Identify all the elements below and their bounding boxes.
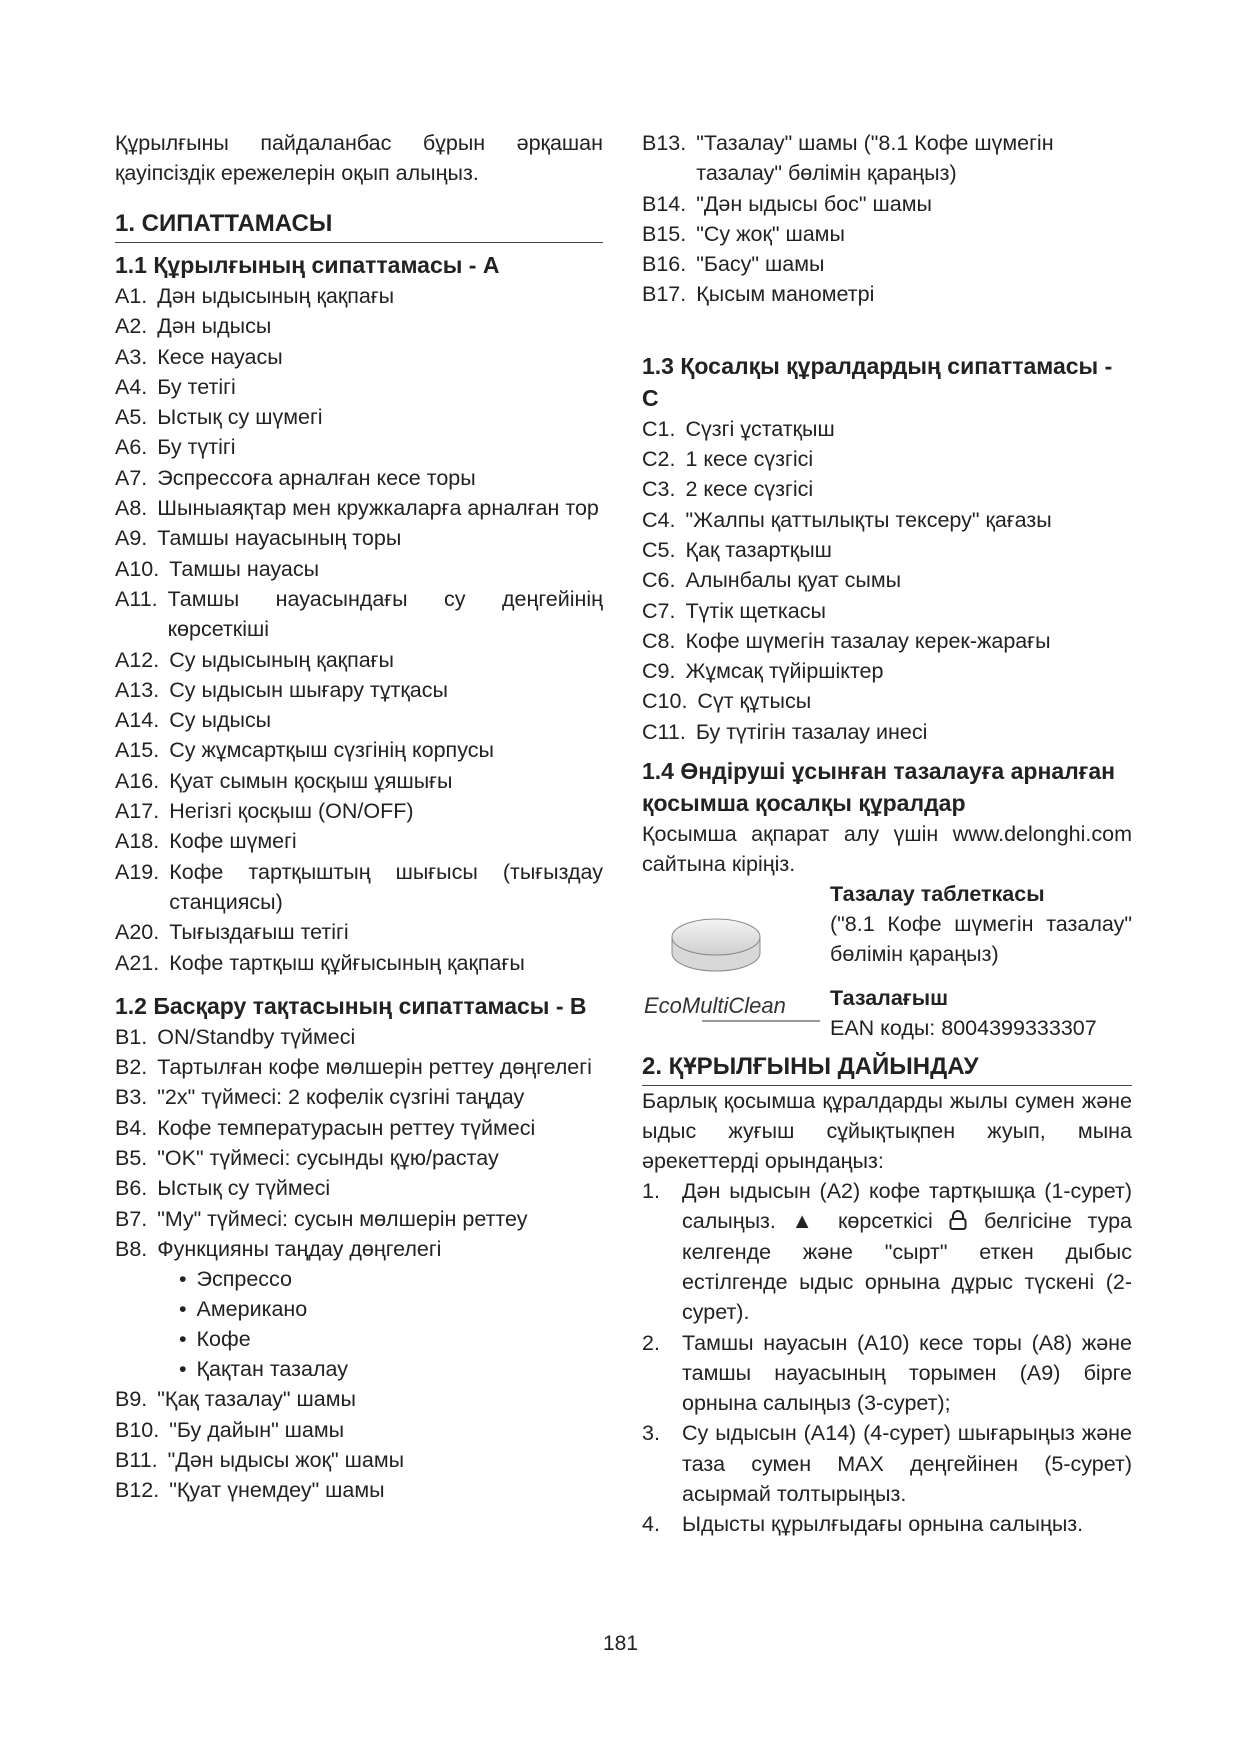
list-item: A2. Дән ыдысы bbox=[115, 314, 272, 339]
list-item: C9. Жұмсақ түйіршіктер bbox=[642, 659, 884, 684]
list-item: A10. Тамшы науасы bbox=[115, 556, 320, 581]
list-item: A19. Кофе тартқыштың шығысы (тығыздау станциясы) bbox=[115, 859, 603, 914]
list-item: A9. Тамшы науасының торы bbox=[115, 526, 402, 551]
section-1-1-heading: 1.1 Құрылғының сипаттамасы - A bbox=[115, 252, 500, 278]
list-item: C3. 2 кесе сүзгісі bbox=[642, 477, 814, 502]
intro-text: Құрылғыны пайдаланбас бұрын әрқашан қауіпсіздік ережелерін оқып алыңыз. bbox=[115, 131, 603, 185]
list-item: A13. Су ыдысын шығару тұтқасы bbox=[115, 677, 448, 702]
list-item: C6. Алынбалы қуат сымы bbox=[642, 568, 902, 593]
list-item: A7. Эспрессоға арналған кесе торы bbox=[115, 465, 476, 490]
list-item: B14. "Дән ыдысы бос" шамы bbox=[642, 191, 932, 216]
list-b bbox=[115, 1022, 603, 1506]
section-1-2-heading: 1.2 Басқару тақтасының сипаттамасы - B bbox=[115, 992, 587, 1019]
list-item: C4. "Жалпы қаттылықты тексеру" қағазы bbox=[642, 507, 1052, 532]
list-item: B1. ON/Standby түймесі bbox=[115, 1024, 356, 1049]
list-item: A1. Дән ыдысының қақпағы bbox=[115, 284, 395, 308]
list-item: A18. Кофе шүмегі bbox=[115, 829, 297, 854]
list-item: B10. "Бу дайын" шамы bbox=[115, 1417, 345, 1442]
section-1-3-heading: 1.3 Қосалқы құралдардың сипаттамасы - C bbox=[642, 352, 1113, 411]
list-item: B6. Ыстық су түймесі bbox=[115, 1176, 331, 1201]
list-item: B4. Кофе температурасын реттеу түймесі bbox=[115, 1115, 536, 1140]
bullet-item: • Қақтан тазалау bbox=[179, 1357, 348, 1382]
tablet-description: Тазалау таблеткасы ("8.1 Кофе шүмегін тазалау" бөлімін қараңыз) bbox=[830, 882, 1132, 967]
list-item: B3. "2x" түймесі: 2 кофелік сүзгіні таңдау bbox=[115, 1085, 525, 1110]
step-item: 4. Ыдысты құрылғыдағы орнына салыңыз. bbox=[642, 1512, 1084, 1537]
cleaning-tablet-image bbox=[670, 917, 762, 975]
list-item: B8. Функцияны таңдау дөңгелегі bbox=[115, 1236, 442, 1261]
list-item: A4. Бу тетігі bbox=[115, 374, 236, 399]
list-item: B16. "Басу" шамы bbox=[642, 252, 825, 277]
lock-icon bbox=[948, 1209, 968, 1231]
right-column bbox=[642, 128, 1132, 1540]
list-item: A6. Бу түтігі bbox=[115, 435, 236, 460]
step-item: 2. Тамшы науасын (A10) кесе торы (A8) және тамшы науасының торымен (A9) бірге орнына салыңыз (3-сурет); bbox=[642, 1330, 1132, 1416]
list-item: C7. Түтік щеткасы bbox=[642, 598, 826, 623]
list-item: B15. "Су жоқ" шамы bbox=[642, 221, 845, 246]
list-item: C2. 1 кесе сүзгісі bbox=[642, 447, 814, 472]
tablet-row bbox=[642, 879, 1132, 983]
list-item: C8. Кофе шүмегін тазалау керек-жарағы bbox=[642, 628, 1051, 653]
list-item: B17. Қысым манометрі bbox=[642, 282, 875, 307]
list-item: A12. Су ыдысының қақпағы bbox=[115, 647, 394, 672]
list-a bbox=[115, 281, 603, 978]
bullet-item: • Кофе bbox=[179, 1327, 251, 1352]
page-number: 181 bbox=[602, 1632, 639, 1655]
section-1-4-heading: 1.4 Өндіруші ұсынған тазалауға арналған қосымша қосалқы құралдар bbox=[642, 758, 1116, 817]
list-c bbox=[642, 414, 1132, 747]
section-1-heading: 1. СИПАТТАМАСЫ bbox=[115, 208, 603, 243]
list-item: B11. "Дән ыдысы жоқ" шамы bbox=[115, 1447, 405, 1472]
list-item: C11. Бу түтігін тазалау инесі bbox=[642, 719, 928, 744]
bullet-item: • Эспрессо bbox=[179, 1267, 292, 1292]
bullet-item: • Американо bbox=[179, 1297, 308, 1322]
cleaner-description: Тазалағыш EAN коды: 8004399333307 bbox=[830, 986, 1097, 1041]
list-item: A3. Кесе науасы bbox=[115, 344, 283, 369]
list-item: B5. "OK" түймесі: сусынды құю/растау bbox=[115, 1146, 499, 1171]
list-item: A8. Шыныаяқтар мен кружкаларға арналған тор bbox=[115, 496, 599, 521]
accessories-info: Қосымша ақпарат алу үшін www.delonghi.com сайтына кіріңіз. bbox=[642, 822, 1132, 877]
list-item: B2. Тартылған кофе мөлшерін реттеу дөңгелегі bbox=[115, 1055, 592, 1080]
list-item: A11. Тамшы науасындағы су деңгейінің көрсеткіші bbox=[115, 586, 603, 642]
cleaner-row bbox=[642, 983, 1132, 1043]
list-item: C5. Қақ тазартқыш bbox=[642, 537, 832, 562]
ecomulticlean-logo bbox=[642, 989, 824, 1025]
steps-list bbox=[642, 1176, 1132, 1540]
list-item: A17. Негізгі қосқыш (ON/OFF) bbox=[115, 799, 414, 824]
list-item: A21. Кофе тартқыш құйғысының қақпағы bbox=[115, 950, 525, 975]
list-item: A5. Ыстық су шүмегі bbox=[115, 405, 323, 430]
list-item: B7. "My" түймесі: сусын мөлшерін реттеу bbox=[115, 1206, 528, 1231]
list-item: A15. Су жұмсартқыш сүзгінің корпусы bbox=[115, 738, 494, 763]
list-item: C1. Сүзгі ұстатқыш bbox=[642, 416, 835, 441]
section-2-heading: 2. ҚҰРЫЛҒЫНЫ ДАЙЫНДАУ bbox=[642, 1051, 1132, 1086]
list-b-cont bbox=[642, 128, 1132, 310]
step-item: 3. Су ыдысын (A14) (4-сурет) шығарыңыз және таза сумен MAX деңгейінен (5-сурет) асырмай толтырыңыз. bbox=[642, 1421, 1132, 1507]
list-item: B12. "Қуат үнемдеу" шамы bbox=[115, 1478, 385, 1503]
list-item: A16. Қуат сымын қосқыш ұяшығы bbox=[115, 768, 453, 793]
list-item: A14. Су ыдысы bbox=[115, 708, 272, 733]
list-item: B13. "Тазалау" шамы ("8.1 Кофе шүмегін тазалау" бөлімін қараңыз) bbox=[642, 131, 1054, 186]
left-column bbox=[115, 128, 603, 1505]
list-item: C10. Сүт құтысы bbox=[642, 689, 812, 714]
section-2-intro: Барлық қосымша құралдарды жылы сумен және ыдыс жуғыш сұйықтықпен жуып, мына әрекеттерді орындаңыз: bbox=[642, 1089, 1132, 1174]
list-item: A20. Тығыздағыш тетігі bbox=[115, 920, 349, 945]
svg-text:EcoMultiClean: EcoMultiClean bbox=[644, 993, 786, 1019]
list-item: B9. "Қақ тазалау" шамы bbox=[115, 1387, 356, 1412]
step-item: 1. Дән ыдысын (A2) кофе тартқышқа (1-сурет) салыңыз. ▲ көрсеткісі белгісіне тура келгенде және "сырт" еткен дыбыс естілгенде ыдыс орнына дұрыс түскені (2-сурет). bbox=[642, 1179, 1132, 1325]
